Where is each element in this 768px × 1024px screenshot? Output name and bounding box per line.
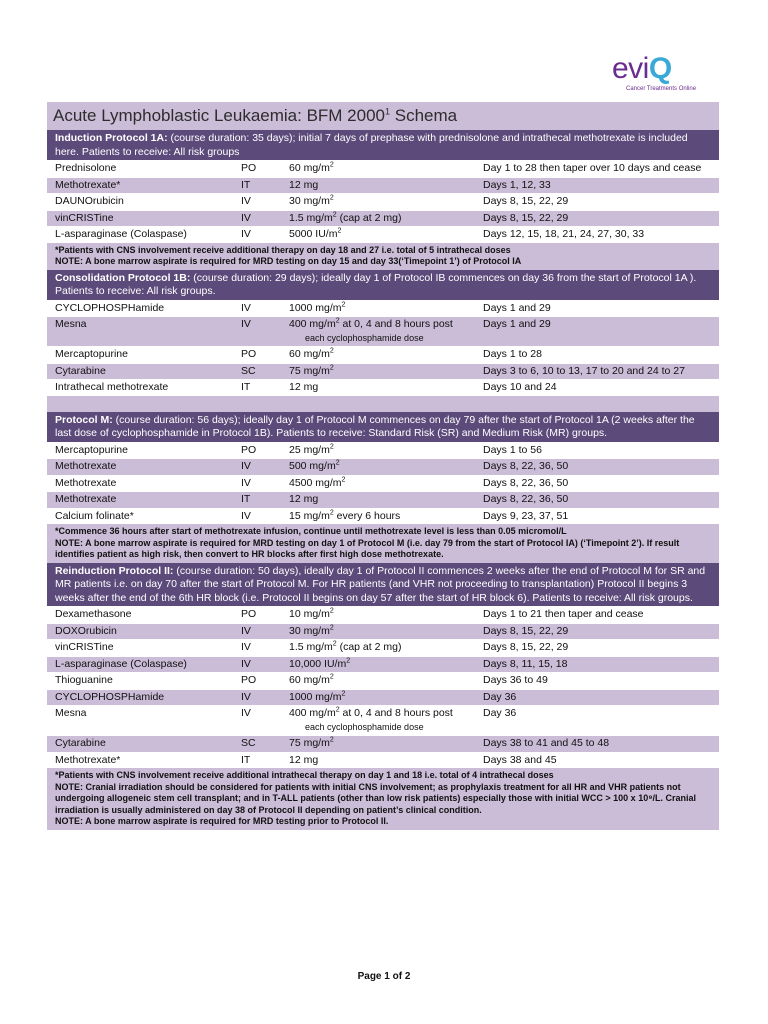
drug-schedule: Days 1 to 56 xyxy=(483,443,542,456)
drug-route: PO xyxy=(241,162,257,174)
dose-value: 10,000 IU/m xyxy=(289,657,347,670)
drug-route: PO xyxy=(241,348,257,360)
drug-dose xyxy=(289,624,483,640)
drug-route: IT xyxy=(241,753,251,766)
section-description: (course duration: 29 days); ideally day 1 of Protocol IB commences on day 36 from the start of Protocol 1A ). Patients to receive: All risk groups. xyxy=(55,271,697,297)
drug-row xyxy=(47,623,719,640)
drug-name: Intrathecal methotrexate xyxy=(55,381,169,393)
drug-route: IV xyxy=(241,195,251,207)
drug-dose xyxy=(289,459,483,475)
drug-dose xyxy=(289,194,483,210)
drug-route: IV xyxy=(241,460,251,472)
dose-exponent: 2 xyxy=(341,301,346,308)
dose-value: 12 mg xyxy=(289,493,319,505)
drug-name: Thioguanine xyxy=(55,674,113,686)
drug-schedule: Day 36 xyxy=(483,690,517,703)
drug-dose xyxy=(289,509,483,525)
dose-value: 1.5 mg/m xyxy=(289,211,333,224)
dose-exponent: 2 xyxy=(341,476,346,483)
drug-name: CYCLOPHOSPHamide xyxy=(55,301,165,314)
dose-exponent: 2 xyxy=(329,347,334,355)
dose-value: 4500 mg/m xyxy=(289,476,342,489)
drug-name: Methotrexate* xyxy=(55,753,121,766)
dose-value: 30 mg/m xyxy=(289,624,330,637)
dose-exponent: 2 xyxy=(335,706,340,714)
dose-value: 60 mg/m xyxy=(289,162,330,174)
drug-row xyxy=(47,752,719,769)
drug-dose xyxy=(289,211,483,227)
drug-route: IV xyxy=(241,707,251,719)
dose-value: 60 mg/m xyxy=(289,674,330,686)
drug-dose xyxy=(289,706,483,735)
drug-schedule: Days 8, 11, 15, 18 xyxy=(483,657,568,670)
dose-exponent: 2 xyxy=(329,624,334,631)
dose-value: 60 mg/m xyxy=(289,348,330,360)
note-text: NOTE: A bone marrow aspirate is required for MRD testing on day 15 and day 33(‘Timepoint 1’) of Protocol IA xyxy=(55,256,522,266)
drug-route: SC xyxy=(241,364,256,377)
dose-value: 12 mg xyxy=(289,753,319,766)
drug-route: IV xyxy=(241,509,251,522)
drug-schedule: Days 8, 15, 22, 29 xyxy=(483,195,569,207)
dose-exponent: 2 xyxy=(337,227,342,235)
section-title: Protocol M: xyxy=(55,413,113,426)
drug-schedule: Days 1, 12, 33 xyxy=(483,178,551,191)
drug-route: PO xyxy=(241,443,257,456)
dose-exponent: 2 xyxy=(329,443,334,450)
drug-row xyxy=(47,508,719,525)
logo-subtitle: Cancer Treatments Online xyxy=(626,86,697,92)
dose-value: 15 mg/m xyxy=(289,509,330,522)
drug-schedule: Days 9, 23, 37, 51 xyxy=(483,509,569,522)
drug-schedule: Days 36 to 49 xyxy=(483,674,548,686)
drug-dose xyxy=(289,476,483,492)
drug-row xyxy=(47,672,719,689)
dose-note: (cap at 2 mg) xyxy=(336,211,402,224)
note-text: NOTE: A bone marrow aspirate is required for MRD testing prior to Protocol II. xyxy=(55,816,389,826)
drug-name: DOXOrubicin xyxy=(55,624,117,637)
drug-route: IV xyxy=(241,211,251,224)
note-text: *Patients with CNS involvement receive additional therapy on day 18 and 27 i.e. total of 5 intrathecal doses xyxy=(55,244,511,255)
drug-schedule: Days 38 to 41 and 45 to 48 xyxy=(483,737,610,749)
drug-schedule: Days 3 to 6, 10 to 13, 17 to 20 and 24 to 27 xyxy=(483,364,685,377)
section-notes xyxy=(47,524,719,563)
drug-dose xyxy=(289,657,483,673)
dose-exponent: 2 xyxy=(329,509,334,516)
drug-name: Mercaptopurine xyxy=(55,348,128,360)
dose-exponent: 2 xyxy=(332,640,337,648)
dose-note: at 0, 4 and 8 hours post xyxy=(339,707,453,719)
dose-exponent: 2 xyxy=(335,459,340,467)
logo-wordmark: eviQ xyxy=(612,52,672,85)
dose-exponent: 2 xyxy=(335,317,340,325)
drug-route: IV xyxy=(241,657,251,670)
drug-schedule: Days 1 and 29 xyxy=(483,301,551,314)
page-title: Acute Lymphoblastic Leukaemia: BFM 2000$^1$ Schema xyxy=(47,102,719,130)
drug-schedule: Day 36 xyxy=(483,707,517,719)
dose-value: 75 mg/m xyxy=(289,737,330,749)
drug-dose xyxy=(289,227,483,243)
drug-dose xyxy=(289,607,483,623)
drug-schedule: Days 38 and 45 xyxy=(483,753,557,766)
drug-row xyxy=(47,458,719,475)
drug-row xyxy=(47,639,719,656)
drug-name: L-asparaginase (Colaspase) xyxy=(55,657,187,670)
drug-name: Methotrexate xyxy=(55,476,117,489)
drug-route: IV xyxy=(241,318,251,330)
section-description: (course duration: 35 days); initial 7 days of prephase with prednisolone and intrathecal methotrexate is included here. Patients to receive: All risk groups xyxy=(55,132,688,158)
eviq-logo xyxy=(612,54,722,100)
drug-row xyxy=(47,193,719,210)
drug-name: Mesna xyxy=(55,318,87,330)
drug-name: Prednisolone xyxy=(55,162,117,174)
drug-name: DAUNOrubicin xyxy=(55,195,124,207)
section-title: Induction Protocol 1A: xyxy=(55,132,168,144)
page-number: Page 1 of 2 xyxy=(357,971,411,982)
drug-route: IV xyxy=(241,228,251,240)
dose-note: at 0, 4 and 8 hours post xyxy=(339,318,453,330)
schema-document xyxy=(47,102,719,830)
drug-name: Calcium folinate* xyxy=(55,509,134,522)
drug-route: IV xyxy=(241,641,251,653)
drug-row xyxy=(47,160,719,177)
dose-value: 1000 mg/m xyxy=(289,690,342,703)
drug-row xyxy=(47,491,719,508)
drug-row xyxy=(47,316,719,346)
drug-name: Methotrexate* xyxy=(55,178,121,191)
drug-dose xyxy=(289,317,483,346)
drug-schedule: Days 8, 22, 36, 50 xyxy=(483,460,569,472)
drug-schedule: Days 8, 22, 36, 50 xyxy=(483,476,569,489)
drug-row xyxy=(47,379,719,396)
drug-row xyxy=(47,226,719,243)
drug-dose xyxy=(289,380,483,396)
drug-name: vinCRISTine xyxy=(55,641,114,653)
drug-route: PO xyxy=(241,674,257,686)
drug-dose xyxy=(289,753,483,769)
drug-route: IV xyxy=(241,624,251,637)
section-description: (course duration: 50 days), ideally day 1 of Protocol II commences 2 weeks after the end of Protocol M for SR and MR patients i.e. on day 70 after the start of Protocol M. For HR patients (and VHR not proceeding to transplantation) Protocol II begins 3 weeks after the end of the 6th HR block (i.e. Protocol II begins on day 57 after the start of HR block 6). Patients to receive: All risk groups. xyxy=(55,564,706,604)
drug-row xyxy=(47,363,719,380)
note-text: *Commence 36 hours after start of methotrexate infusion, continue until methotrexate level is less than 0.05 micromol/L xyxy=(55,526,567,536)
section-header xyxy=(47,412,719,442)
drug-route: IT xyxy=(241,178,251,191)
drug-route: IT xyxy=(241,493,251,505)
drug-row xyxy=(47,689,719,706)
drug-dose xyxy=(289,673,483,689)
drug-schedule: Days 1 to 21 then taper and cease xyxy=(483,608,644,620)
drug-schedule: Days 1 and 29 xyxy=(483,318,551,330)
drug-schedule: Days 1 to 28 xyxy=(483,348,542,360)
drug-row xyxy=(47,300,719,317)
drug-dose xyxy=(289,640,483,656)
dose-value: 400 mg/m xyxy=(289,318,336,330)
section-header xyxy=(47,130,719,160)
dose-exponent: 2 xyxy=(329,161,334,169)
dose-value: 12 mg xyxy=(289,381,319,393)
dose-note-line2: each cyclophosphamide dose xyxy=(305,722,424,732)
drug-name: Mesna xyxy=(55,707,87,719)
dose-value: 5000 IU/m xyxy=(289,228,338,240)
dose-value: 500 mg/m xyxy=(289,460,336,472)
drug-name: Methotrexate xyxy=(55,493,117,505)
drug-row xyxy=(47,346,719,363)
dose-value: 400 mg/m xyxy=(289,707,336,719)
drug-route: IV xyxy=(241,690,251,703)
note-text: *Patients with CNS involvement receive additional intrathecal therapy on day 1 and 18 i.e. total of 4 intrathecal doses xyxy=(55,770,554,780)
drug-row xyxy=(47,606,719,623)
dose-value: 12 mg xyxy=(289,178,319,191)
dose-exponent: 2 xyxy=(341,690,346,697)
drug-name: Methotrexate xyxy=(55,460,117,472)
drug-row xyxy=(47,656,719,673)
dose-exponent: 2 xyxy=(329,736,334,744)
drug-schedule: Days 10 and 24 xyxy=(483,381,557,393)
drug-schedule: Days 8, 15, 22, 29 xyxy=(483,624,569,637)
drug-schedule: Days 8, 15, 22, 29 xyxy=(483,211,569,224)
section-spacer xyxy=(47,396,719,412)
section-description: (course duration: 56 days); ideally day 1 of Protocol M commences on day 79 after the start of Protocol 1A (2 weeks after the last dose of cyclophosphamide in Protocol 1B). Patients to receive: Standard Risk (SR) and Medium Risk (MR) groups. xyxy=(55,413,695,439)
drug-schedule: Days 12, 15, 18, 21, 24, 27, 30, 33 xyxy=(483,228,645,240)
drug-dose xyxy=(289,301,483,317)
drug-row xyxy=(47,210,719,227)
drug-route: PO xyxy=(241,608,257,620)
drug-row xyxy=(47,705,719,735)
dose-note: (cap at 2 mg) xyxy=(336,641,402,653)
drug-dose xyxy=(289,347,483,363)
drug-dose xyxy=(289,161,483,177)
dose-exponent: 2 xyxy=(329,364,334,371)
section-title: Reinduction Protocol II: xyxy=(55,564,174,577)
section-notes xyxy=(47,243,719,270)
dose-exponent: 2 xyxy=(346,657,351,664)
drug-dose xyxy=(289,178,483,194)
drug-row xyxy=(47,735,719,752)
drug-schedule: Days 8, 15, 22, 29 xyxy=(483,641,569,653)
dose-exponent: 2 xyxy=(329,194,334,202)
section-notes xyxy=(47,768,719,830)
drug-row xyxy=(47,442,719,459)
drug-name: Cytarabine xyxy=(55,737,106,749)
section-title: Consolidation Protocol 1B: xyxy=(55,271,191,284)
dose-value: 30 mg/m xyxy=(289,195,330,207)
section-header xyxy=(47,270,719,300)
dose-exponent: 2 xyxy=(329,607,334,615)
drug-name: L-asparaginase (Colaspase) xyxy=(55,228,187,240)
dose-note-line2: each cyclophosphamide dose xyxy=(305,333,424,343)
dose-note: every 6 hours xyxy=(333,509,401,522)
drug-row xyxy=(47,475,719,492)
drug-route: SC xyxy=(241,737,256,749)
dose-value: 1000 mg/m xyxy=(289,301,342,314)
drug-schedule: Days 8, 22, 36, 50 xyxy=(483,493,569,505)
drug-route: IT xyxy=(241,381,251,393)
drug-route: IV xyxy=(241,301,251,314)
dose-value: 25 mg/m xyxy=(289,443,330,456)
drug-dose xyxy=(289,492,483,508)
section-header xyxy=(47,563,719,607)
drug-schedule: Day 1 to 28 then taper over 10 days and cease xyxy=(483,162,702,174)
drug-name: Cytarabine xyxy=(55,364,106,377)
dose-exponent: 2 xyxy=(329,673,334,681)
drug-route: IV xyxy=(241,476,251,489)
drug-dose xyxy=(289,736,483,752)
dose-value: 1.5 mg/m xyxy=(289,641,333,653)
drug-dose xyxy=(289,364,483,380)
dose-exponent: 2 xyxy=(332,211,337,218)
dose-value: 75 mg/m xyxy=(289,364,330,377)
drug-dose xyxy=(289,443,483,459)
dose-value: 10 mg/m xyxy=(289,608,330,620)
drug-dose xyxy=(289,690,483,706)
drug-name: Dexamethasone xyxy=(55,608,132,620)
drug-name: Mercaptopurine xyxy=(55,443,128,456)
note-text: NOTE: Cranial irradiation should be considered for patients with initial CNS involvement; as prophylaxis treatment for all HR and VHR patients not undergoing allogeneic stem cell transplant; and in T-ALL patients (other than low risk patients) especially those with initial WCC > 100 x 10⁹/L. Cranial irradiation is usually administered on day 38 of Protocol II depending on patient’s clinical condition. xyxy=(55,781,696,815)
note-text: NOTE: A bone marrow aspirate is required for MRD testing on day 1 of Protocol M (i.e. day 79 from the start of Protocol IA) (‘Timepoint 2’). If result identifies patient as high risk, then convert to HR blocks after first high dose methotrexate. xyxy=(55,537,680,559)
drug-name: CYCLOPHOSPHamide xyxy=(55,690,165,703)
drug-row xyxy=(47,177,719,194)
drug-name: vinCRISTine xyxy=(55,211,114,224)
